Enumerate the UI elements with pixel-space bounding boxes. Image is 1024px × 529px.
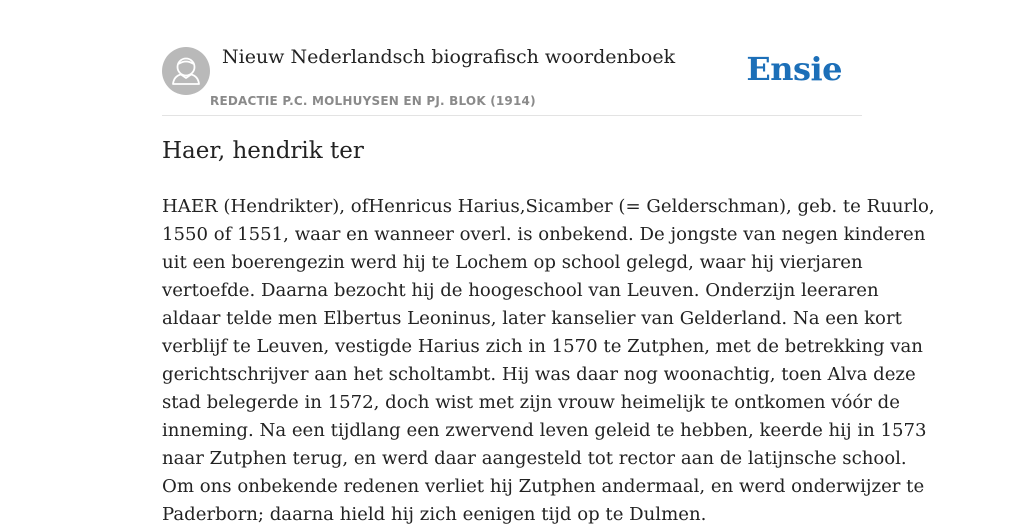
article-line: gerichtschrijver aan het scholtambt. Hij was daar nog woonachtig, toen Alva deze — [162, 364, 916, 385]
article-line: 1550 of 1551, waar en wanneer overl. is onbekend. De jongste van negen kinderen — [162, 224, 926, 245]
article-title: Haer, hendrik ter — [162, 138, 364, 164]
source-title[interactable]: Nieuw Nederlandsch biografisch woordenboek — [222, 46, 676, 68]
brand-logo[interactable]: Ensie — [746, 50, 842, 88]
article-line: stad belegerde in 1572, doch wist met zijn vrouw heimelijk te ontkomen vóór de — [162, 392, 900, 413]
article-body — [162, 193, 935, 529]
article-line: vertoefde. Daarna bezocht hij de hoogeschool van Leuven. Onderzijn leeraren — [162, 280, 879, 301]
article-line: inneming. Na een tijdlang een zwervend leven geleid te hebben, keerde hij in 1573 — [162, 420, 927, 441]
article-line: uit een boerengezin werd hij te Lochem op school gelegd, waar hij vierjaren — [162, 252, 863, 273]
article-line: naar Zutphen terug, en werd daar aangesteld tot rector aan de latijnsche school. — [162, 448, 907, 469]
source-header — [162, 40, 862, 116]
article-line: Om ons onbekende redenen verliet hij Zutphen andermaal, en werd onderwijzer te — [162, 476, 925, 497]
article-line: Paderborn; daarna hield hij zich eenigen tijd op te Dulmen. — [162, 504, 707, 525]
source-editors: REDACTIE P.C. MOLHUYSEN EN PJ. BLOK (1914) — [210, 94, 536, 108]
user-silhouette-icon[interactable] — [162, 47, 210, 95]
avatar-silhouette-svg — [162, 47, 210, 95]
article-line: HAER (Hendrikter), ofHenricus Harius,Sicamber (= Gelderschman), geb. te Ruurlo, — [162, 196, 935, 217]
article-line: verblijf te Leuven, vestigde Harius zich in 1570 te Zutphen, met de betrekking van — [162, 336, 923, 357]
article-line: aldaar telde men Elbertus Leoninus, later kanselier van Gelderland. Na een kort — [162, 308, 902, 329]
